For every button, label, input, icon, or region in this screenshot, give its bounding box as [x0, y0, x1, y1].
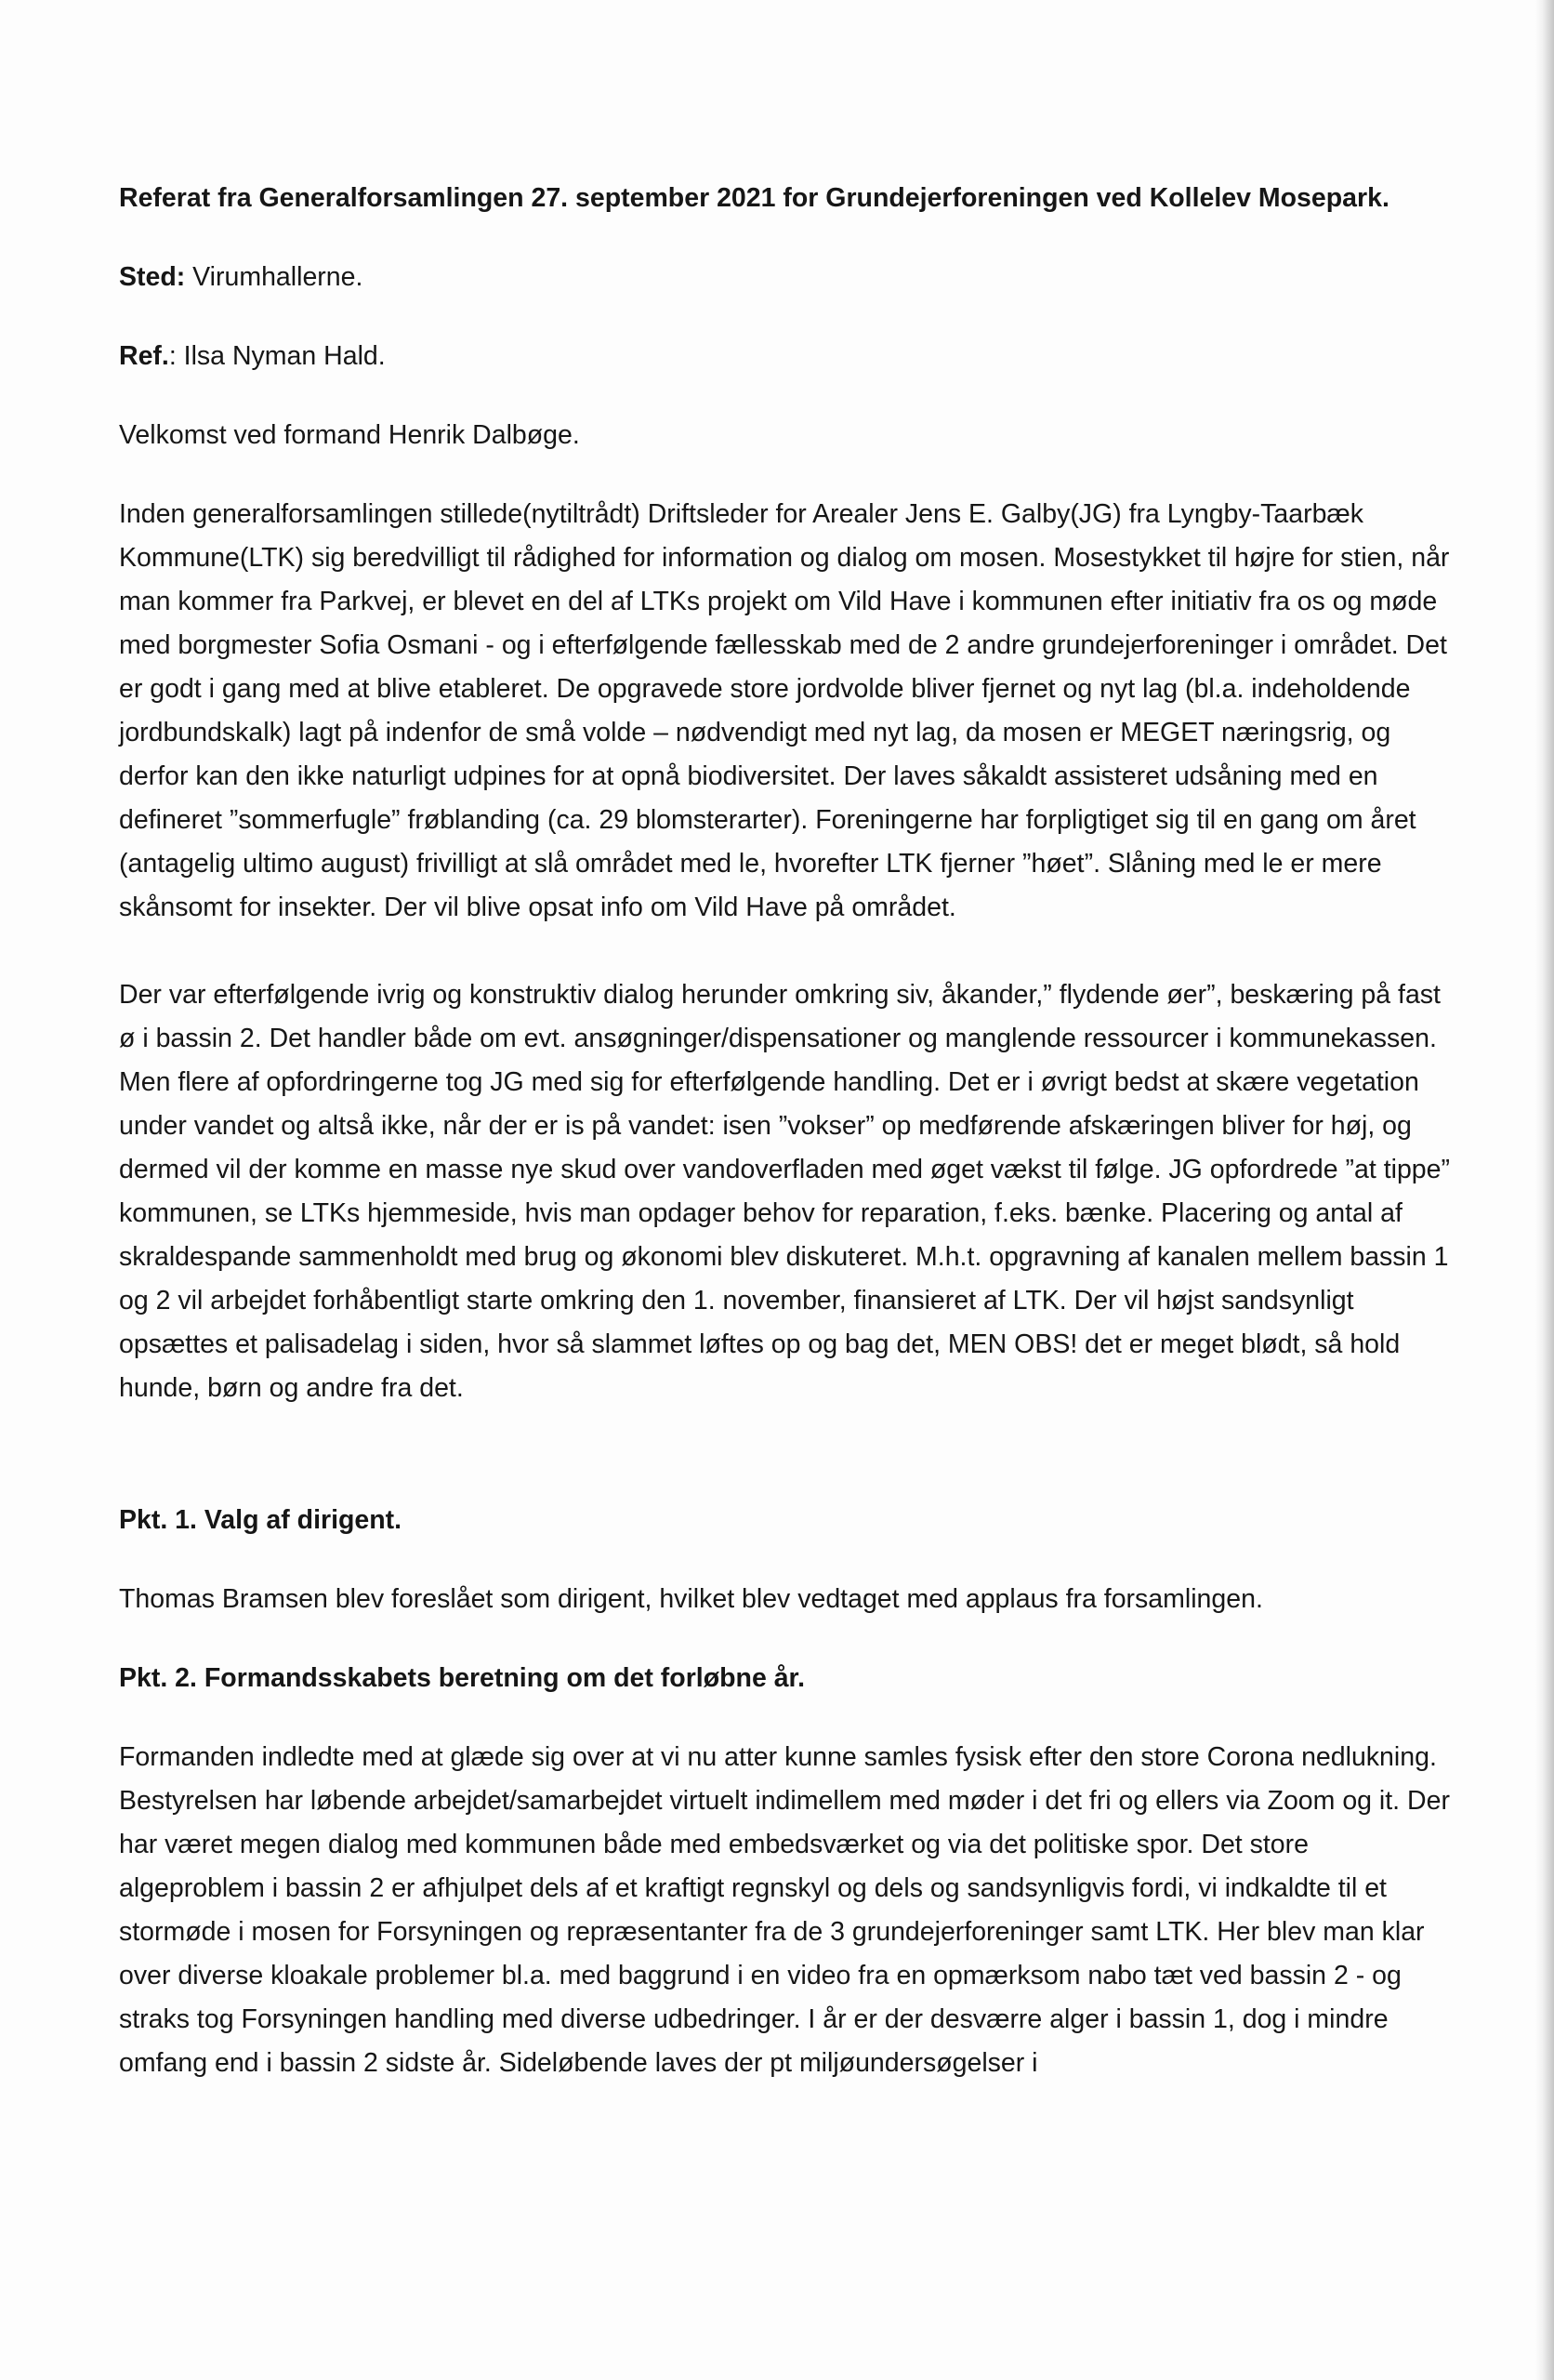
dialog-paragraph: Der var efterfølgende ivrig og konstruktiv dialog herunder omkring siv, åkander,” flydende øer”, beskæring på fast ø i bassin 2. Det handler både om evt. ansøgninger/dispensationer og manglende ressourcer i kommunekassen. Men flere af opfordringerne tog JG med sig for efterfølgende handling. Det er i øvrigt bedst at skære vegetation under vandet og altså ikke, når der er is på vandet: isen ”vokser” op medførende afskæringen bliver for høj, og dermed vil der komme en masse nye skud over vandoverfladen med øget vækst til følge. JG opfordrede ”at tippe” kommunen, se LTKs hjemmeside, hvis man opdager behov for reparation, f.eks. bænke. Placering og antal af skraldespande sammenholdt med brug og økonomi blev diskuteret. M.h.t. opgravning af kanalen mellem bassin 1 og 2 vil arbejdet forhåbentligt starte omkring den 1. november, finansieret af LTK. Der vil højst sandsynligt opsættes et palisadelag i siden, hvor så slammet løftes op og bag det, MEN OBS! det er meget blødt, så hold hunde, børn og andre fra det. [119, 980, 1450, 1403]
welcome-line: Velkomst ved formand Henrik Dalbøge. [119, 420, 580, 450]
pkt2-text: Formanden indledte med at glæde sig over at vi nu atter kunne samles fysisk efter den store Corona nedlukning. Bestyrelsen har løbende arbejdet/samarbejdet virtuelt indimellem med møder i det fri og ellers via Zoom og it. Der har været megen dialog med kommunen både med embedsværket og via det politiske spor. Det store algeproblem i bassin 2 er afhjulpet dels af et kraftigt regnskyl og dels og sandsynligvis fordi, vi indkaldte til et stormøde i mosen for Forsyningen og repræsentanter fra de 3 grundejerforeninger samt LTK. Her blev man klar over diverse kloakale problemer bl.a. med baggrund i en video fra en opmærksom nabo tæt ved bassin 2 - og straks tog Forsyningen handling med diverse udbedringer. I år er der desværre alger i bassin 1, dog i mindre omfang end i bassin 2 sidste år. Sideløbende laves der pt miljøundersøgelser i [119, 1742, 1450, 2078]
location-line [119, 256, 1457, 299]
pkt2-heading: Pkt. 2. Formandsskabets beretning om det forløbne år. [119, 1663, 805, 1693]
intro-paragraph: Inden generalforsamlingen stillede(nytiltrådt) Driftsleder for Arealer Jens E. Galby(JG) fra Lyngby-Taarbæk Kommune(LTK) sig beredvilligt til rådighed for information og dialog om mosen. Mosestykket til højre for stien, når man kommer fra Parkvej, er blevet en del af LTKs projekt om Vild Have i kommunen efter initiativ fra os og møde med borgmester Sofia Osmani - og i efterfølgende fællesskab med de 2 andre grundejerforeninger i området. Det er godt i gang med at blive etableret. De opgravede store jordvolde bliver fjernet og nyt lag (bl.a. indeholdende jordbundskalk) lagt på indenfor de små volde – nødvendigt med nyt lag, da mosen er MEGET næringsrig, og derfor kan den ikke naturligt udpines for at opnå biodiversitet. Der laves såkaldt assisteret udsåning med en defineret ”sommerfugle” frøblanding (ca. 29 blomsterarter). Foreningerne har forpligtiget sig til en gang om året (antagelig ultimo august) frivilligt at slå området med le, hvorefter LTK fjerner ”høet”. Slåning med le er mere skånsomt for insekter. Der vil blive opsat info om Vild Have på området. [119, 499, 1450, 922]
pkt1-heading: Pkt. 1. Valg af dirigent. [119, 1505, 402, 1535]
location-label: Sted: [119, 262, 186, 292]
scan-edge-shadow [1535, 0, 1554, 2380]
pkt1-text: Thomas Bramsen blev foreslået som dirigent, hvilket blev vedtaget med applaus fra forsamlingen. [119, 1584, 1263, 1614]
referent-value: : Ilsa Nyman Hald. [168, 341, 386, 371]
location-value: Virumhallerne. [185, 262, 363, 292]
document-title: Referat fra Generalforsamlingen 27. september 2021 for Grundejerforeningen ved Kollelev Mosepark. [119, 183, 1389, 213]
referent-label: Ref. [119, 341, 169, 371]
referent-line [119, 335, 1457, 378]
section-spacer [119, 1410, 1457, 1499]
document-body [119, 177, 1457, 2085]
